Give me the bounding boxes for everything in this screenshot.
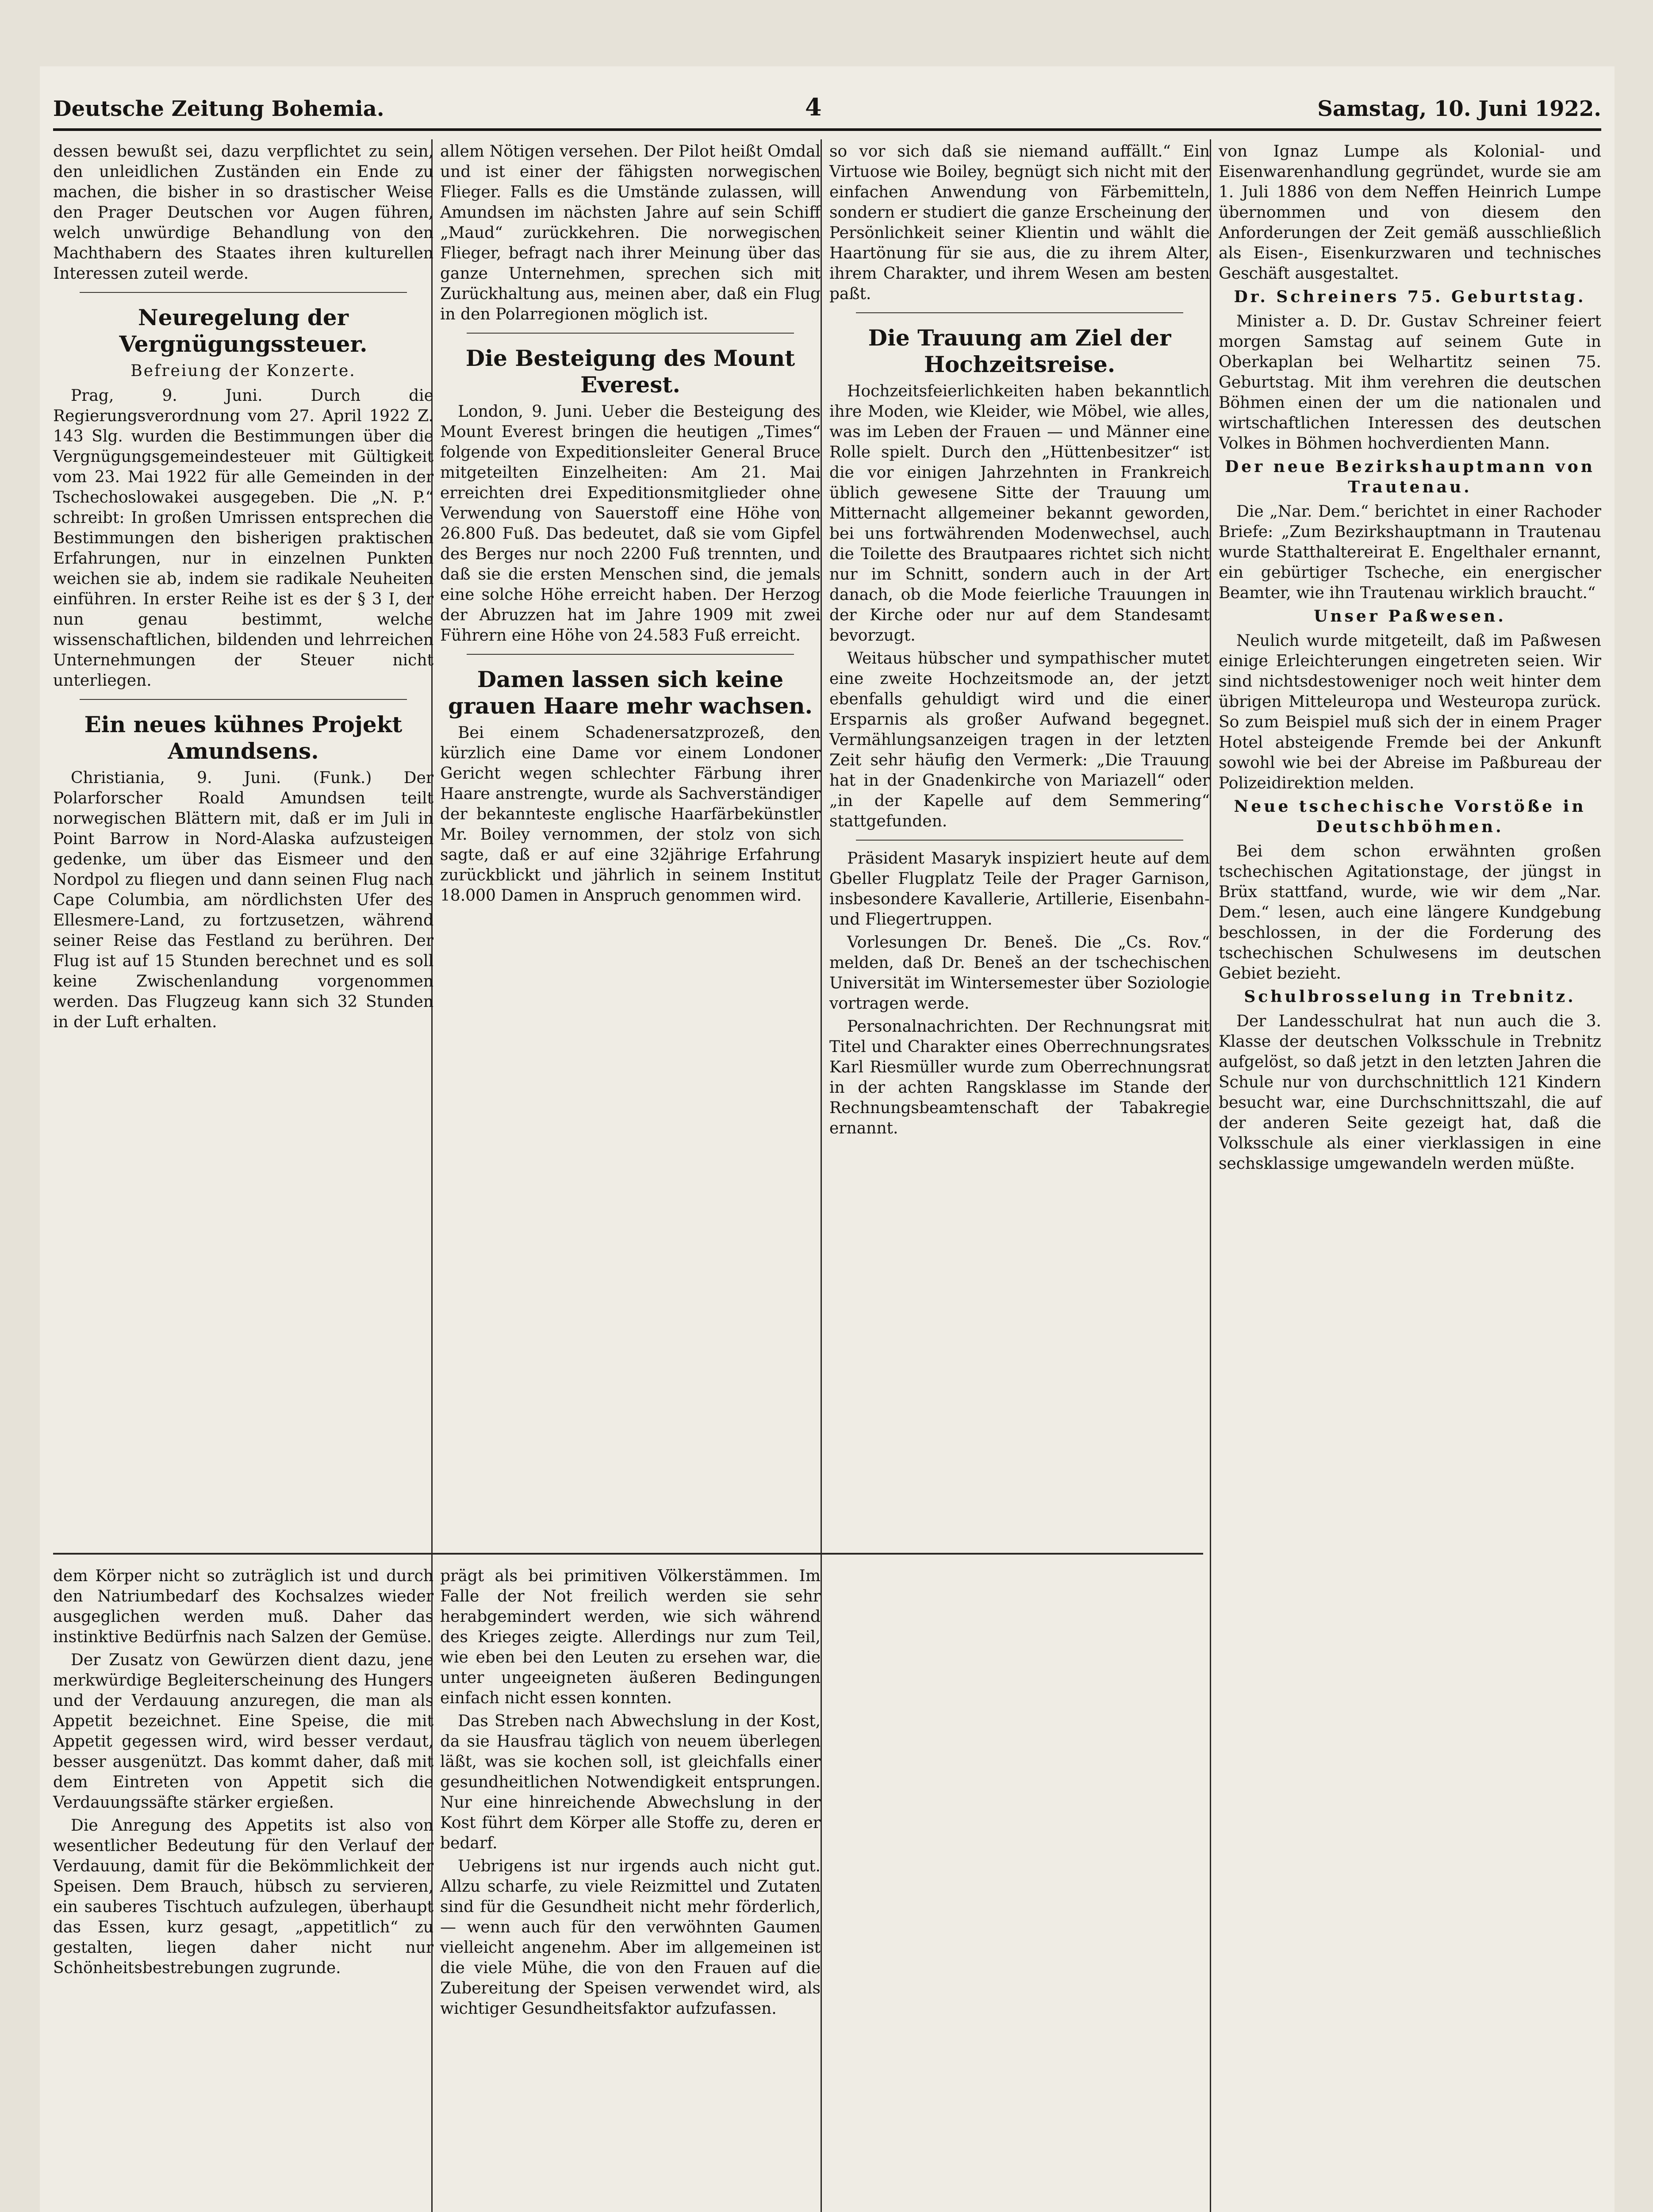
column-1-bottom <box>53 1566 433 1981</box>
news-item: Vorlesungen Dr. Beneš. Die „Cs. Rov.“ melden, daß Dr. Beneš an der tschechischen Universität im Wintersemester über Soziologie vortragen werde. <box>829 933 1210 1013</box>
separator <box>467 333 794 334</box>
article-continuation: dessen bewußt sei, dazu verpflichtet zu sein, den unleidlichen Zuständen ein Ende zu machen, die bisher in so drastischer Weise den Prager Deutschen vor Augen führen, welch unwürdige Behandlung von den Machthabern des Staates ihren kulturellen Interessen zuteil werde. <box>53 142 433 283</box>
article-continuation: so vor sich daß sie niemand auffällt.“ Ein Virtuose wie Boiley, begnügt sich nicht mit der einfachen Anwendung von Färbemitteln, sondern er studiert die ganze Erscheinung der Persönlichkeit seiner Klientin und wählt die Haartönung für sie aus, die zu ihrem Alter, ihrem Charakter, und ihrem Wesen am besten paßt. <box>829 142 1210 303</box>
news-item: Personalnachrichten. Der Rechnungsrat mit Titel und Charakter eines Oberrechnungsrates Karl Riesmüller wurde zum Oberrechnungsrat in der achten Rangsklasse im Stande der Rechnungsbeamtenschaft der Tabakregie ernannt. <box>829 1018 1210 1137</box>
separator <box>856 312 1183 313</box>
separator <box>856 840 1183 841</box>
issue-date: Samstag, 10. Juni 1922. <box>1317 96 1601 121</box>
headline-graue-haare: Damen lassen sich keine grauen Haare mehr wachsen. <box>448 666 813 719</box>
article-continuation: von Ignaz Lumpe als Kolonial- und Eisenwarenhandlung gegründet, wurde sie am 1. Juli 1886 von dem Neffen Heinrich Lumpe übernommen und von diesem den Anforderungen der Zeit gemäß ausschließlich als Eisen-, Eisenkurzwaren und technisches Geschäft ausgestaltet. <box>1219 142 1601 283</box>
headline-schreiner: Dr. Schreiners 75. Geburtstag. <box>1234 288 1586 306</box>
headline-trebnitz: Schulbrosselung in Trebnitz. <box>1244 987 1576 1006</box>
column-4 <box>1219 142 1601 1177</box>
headline-amundsen: Ein neues kühnes Projekt Amundsens. <box>84 711 403 764</box>
article-paragraph: Der Zusatz von Gewürzen dient dazu, jene merkwürdige Begleiterscheinung des Hungers und der Verdauung anzuregen, die man als Appetit bezeichnet. Eine Speise, die mit Appetit gegessen wird, wird besser verdaut, besser ausgenützt. Das kommt daher, daß mit dem Eintreten von Appetit sich die Verdauungssäfte stärker ergießen. <box>53 1651 433 1812</box>
headline-bezirkshauptmann: Der neue Bezirkshauptmann von Trautenau. <box>1225 457 1595 496</box>
headline-vorstoesse: Neue tschechische Vorstöße in Deutschböhmen. <box>1234 797 1586 836</box>
separator <box>467 654 794 655</box>
article-paragraph: prägt als bei primitiven Völkerstämmen. Im Falle der Not freilich werden sie sehr herabgemindert werden, wie sich während des Krieges zeigte. Allerdings nur zum Teil, wie eben bei den Leuten zu ersehen war, die unter ungeeigneten äußeren Bedingungen einfach nicht essen konnten. <box>440 1567 821 1707</box>
article-paragraph: Christiania, 9. Juni. (Funk.) Der Polarforscher Roald Amundsen teilt norwegischen Blättern mit, daß er im Juli in Point Barrow in Nord-Alaska aufzusteigen gedenke, um über das Eismeer und den Nordpol zu fliegen und dann seinen Flug nach Cape Columbia, am nördlichsten Ufer des Ellesmere-Land, zu fortzusetzen, während seiner Reise das Festland zu berühren. Der Flug ist auf 15 Stunden berechnet und es soll keine Zwischenlandung vorgenommen werden. Das Flugzeug kann sich 32 Stunden in der Luft erhalten. <box>53 769 433 1031</box>
article-continuation: allem Nötigen versehen. Der Pilot heißt Omdal und ist einer der fähigsten norwegischen Flieger. Falls es die Umstände zulassen, will Amundsen im nächsten Jahre auf sein Schiff „Maud“ zurückkehren. Die norwegischen Flieger, befragt nach ihrer Meinung über das ganze Unternehmen, sprechen sich mit Zurückhaltung aus, meinen aber, daß ein Flug in den Polarregionen möglich ist. <box>440 142 821 323</box>
article-paragraph: Minister a. D. Dr. Gustav Schreiner feiert morgen Samstag auf seinem Gute in Oberkaplan bei Welhartitz seinen 75. Geburtstag. Mit ihm verehren die deutschen Böhmen einen der um die nationalen und wirtschaftlichen Interessen des deutschen Volkes in Böhmen hochverdienten Mann. <box>1219 312 1601 453</box>
article-paragraph: Die „Nar. Dem.“ berichtet in einer Rachoder Briefe: „Zum Bezirkshauptmann in Trautenau wurde Statthaltereirat E. Engelthaler ernannt, ein gebürtiger Tscheche, ein energischer Beamter, wie ihn Trautenau wirklich braucht.“ <box>1219 503 1601 602</box>
headline-passwesen: Unser Paßwesen. <box>1314 607 1506 626</box>
column-3 <box>829 142 1210 1141</box>
column-rule <box>821 139 822 2212</box>
section-rule <box>53 1553 1203 1555</box>
column-2-top <box>440 142 821 909</box>
article-paragraph: Uebrigens ist nur irgends auch nicht gut. Allzu scharfe, zu viele Reizmittel und Zutaten sind für die Gesundheit nicht mehr förderlich, — wenn auch für den verwöhnten Gaumen vielleicht angenehm. Aber im allgemeinen ist die viele Mühe, die von den Frauen auf die Zubereitung der Speisen verwendet wird, als wichtiger Gesundheitsfaktor aufzufassen. <box>440 1857 821 2018</box>
article-paragraph: Neulich wurde mitgeteilt, daß im Paßwesen einige Erleichterungen eingetreten seien. Wir sind nichtsdestoweniger noch weit hinter dem übrigen Mitteleuropa und Westeuropa zurück. So zum Beispiel muß sich der in einem Prager Hotel absteigende Fremde bei der Ankunft sowohl wie bei der Abreise im Paßbureau der Polizeidirektion melden. <box>1219 632 1601 792</box>
column-2-bottom <box>440 1566 821 2022</box>
column-rule <box>1210 139 1211 2212</box>
article-paragraph: Weitaus hübscher und sympathischer mutet eine zweite Hochzeitsmode an, der jetzt ebenfalls gehuldigt wird und die einer Ersparnis als großer Aufwand begegnet. Vermählungsanzeigen tragen in der letzten Zeit sehr häufig den Vermerk: „Die Trauung hat in der Gnadenkirche von Mariazell“ oder „in der Kapelle auf dem Semmering“ stattgefunden. <box>829 649 1210 830</box>
article-paragraph: Prag, 9. Juni. Durch die Regierungsverordnung vom 27. April 1922 Z. 143 Slg. wurden die Bestimmungen über die Vergnügungsgemeindesteuer mit Gültigkeit vom 23. Mai 1922 für alle Gemeinden in der Tschechoslowakei ausgegeben. Die „N. P.“ schreibt: In großen Umrissen entsprechen die Bestimmungen den bisherigen praktischen Erfahrungen, nur in einzelnen Punkten weichen sie ab, indem sie radikale Neuheiten einführen. In erster Reihe ist es der § 3 I, der nun genau bestimmt, welche wissenschaftlichen, bildenden und lehrreichen Unternehmungen der Steuer nicht unterliegen. <box>53 387 433 690</box>
article-paragraph: Hochzeitsfeierlichkeiten haben bekanntlich ihre Moden, wie Kleider, wie Möbel, wie alles, was im Leben der Frauen — und Männer eine Rolle spielt. Durch den „Hüttenbesitzer“ ist die vor einigen Jahrzehnten in Frankreich üblich gewesene Sitte der Trauung um Mitternacht allgemeiner bekannt geworden, bei uns fortwährenden Modenwechsel, auch die Toilette des Brautpaares richtet sich nicht nur im Schnitt, sondern auch in der Art danach, ob die Mode feierliche Trauungen in der Kirche oder nur auf dem Standesamt bevorzugt. <box>829 382 1210 645</box>
paper-name: Deutsche Zeitung Bohemia. <box>53 96 384 121</box>
separator <box>80 699 407 700</box>
news-item: Präsident Masaryk inspiziert heute auf dem Gbeller Flugplatz Teile der Prager Garnison, insbesondere Kavallerie, Artillerie, Eisenbahn- und Fliegertruppen. <box>829 849 1210 929</box>
article-paragraph: Bei einem Schadenersatzprozeß, den kürzlich eine Dame vor einem Londoner Gericht wegen schlechter Färbung ihrer Haare anstrengte, wurde als Sachverständiger der bekannteste englische Haarfärbekünstler Mr. Boiley vernommen, der stolz von sich sagte, daß er auf eine 32jährige Erfahrung zurückblickt und jährlich in seinem Institut 18.000 Damen in Anspruch genommen wird. <box>440 724 821 905</box>
masthead <box>53 88 1601 131</box>
subheadline: Befreiung der Konzerte. <box>130 362 356 380</box>
article-paragraph: Bei dem schon erwähnten großen tschechischen Agitationstage, der jüngst in Brüx stattfand, wurde, wie wir dem „Nar. Dem.“ lesen, auch eine längere Kundgebung beschlossen, in der die Forderung des tschechischen Schulwesens im deutschen Gebiet bezieht. <box>1219 842 1601 983</box>
page-number: 4 <box>805 93 822 121</box>
separator <box>80 292 407 293</box>
headline-mount-everest: Die Besteigung des Mount Everest. <box>465 345 795 398</box>
headline-vergnuegungssteuer: Neuregelung der Vergnügungssteuer. <box>119 304 368 357</box>
newspaper-page <box>40 66 1615 2212</box>
headline-trauung: Die Trauung am Ziel der Hochzeitsreise. <box>868 325 1171 377</box>
column-1-top <box>53 142 433 1035</box>
article-paragraph: London, 9. Juni. Ueber die Besteigung des Mount Everest bringen die heutigen „Times“ folgende von Expeditionsleiter General Bruce mitgeteilten Einzelheiten: Am 21. Mai erreichten drei Expeditionsmitglieder ohne Verwendung von Sauerstoff eine Höhe von 26.800 Fuß. Das bedeutet, daß sie vom Gipfel des Berges nur noch 2200 Fuß trennten, und daß sie die ersten Menschen sind, die jemals eine solche Höhe erreicht haben. Der Herzog der Abruzzen hat im Jahre 1909 mit zwei Führern eine Höhe von 24.583 Fuß erreicht. <box>440 403 821 645</box>
article-paragraph: Die Anregung des Appetits ist also von wesentlicher Bedeutung für den Verlauf der Verdauung, damit für die Bekömmlichkeit der Speisen. Dem Brauch, hübsch zu servieren, ein sauberes Tischtuch aufzulegen, überhaupt das Essen, kurz gesagt, „appetitlich“ zu gestalten, liegen daher nicht nur Schönheitsbestrebungen zugrunde. <box>53 1816 433 1977</box>
article-paragraph: Der Landesschulrat hat nun auch die 3. Klasse der deutschen Volksschule in Trebnitz aufgelöst, so daß jetzt in den letzten Jahren die Schule nur von durchschnittlich 121 Kindern besucht war, eine Durchschnittszahl, die auf der anderen Seite gezeigt hat, daß die Volksschule als einer vierklassigen in eine sechsklassige umgewandeln werden müßte. <box>1219 1012 1601 1173</box>
article-paragraph: Das Streben nach Abwechslung in der Kost, da sie Hausfrau täglich von neuem überlegen läßt, was sie kochen soll, ist gleichfalls einer gesundheitlichen Notwendigkeit entsprungen. Nur eine hinreichende Abwechslung in der Kost führt dem Körper alle Stoffe zu, deren er bedarf. <box>440 1712 821 1852</box>
article-paragraph: dem Körper nicht so zuträglich ist und durch den Natriumbedarf des Kochsalzes wieder ausgeglichen werden muß. Daher das instinktive Bedürfnis nach Salzen der Gemüse. <box>53 1567 433 1646</box>
